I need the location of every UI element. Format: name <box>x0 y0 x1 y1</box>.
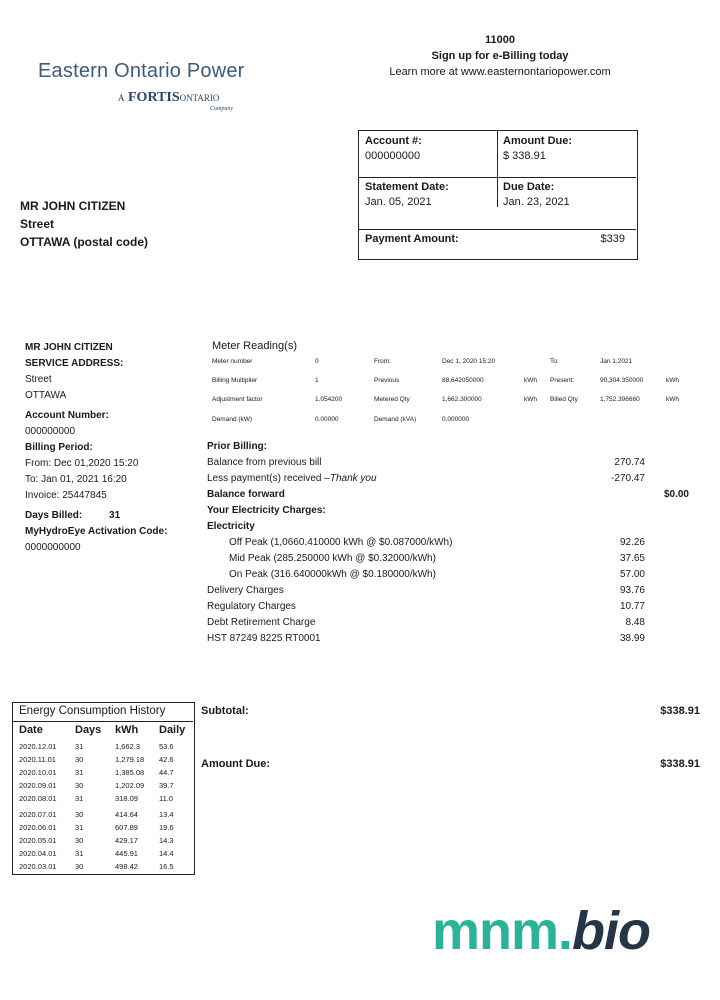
history-cell: 2020.05.01 <box>19 836 57 845</box>
payment-amount-label: Payment Amount: <box>365 233 459 245</box>
history-cell: 498.42 <box>115 862 138 871</box>
mailing-city: OTTAWA (postal code) <box>20 235 148 249</box>
charge-row <box>207 457 707 473</box>
charge-row <box>207 585 707 601</box>
history-cell: 11.0 <box>159 794 174 803</box>
activation-code-value: 0000000000 <box>25 542 81 553</box>
less-payment-value: -270.47 <box>611 473 645 484</box>
history-cell: 2020.03.01 <box>19 862 57 871</box>
meter-cell: 90,304.350000 <box>600 377 644 384</box>
promo-line-1: Sign up for e-Billing today <box>431 50 569 62</box>
consumption-history-table <box>12 702 195 875</box>
history-row <box>13 836 196 848</box>
charge-row <box>207 505 707 521</box>
charge-row <box>207 569 707 585</box>
history-cell: 2020.12.01 <box>19 742 57 751</box>
meter-cell: Jan 1,2021 <box>600 358 633 365</box>
meter-cell: Billing Multiplier <box>212 377 258 384</box>
meter-cell: kWh <box>524 396 537 403</box>
on-peak-label: On Peak (316.640000kWh @ $0.180000/kWh) <box>229 569 436 580</box>
mid-peak-value: 37.65 <box>619 553 645 564</box>
account-number-value: 000000000 <box>25 426 76 437</box>
meter-cell: 0.00000 <box>315 416 339 423</box>
debt-label: Debt Retirement Charge <box>207 617 316 628</box>
watermark-part-2: bio <box>572 901 651 961</box>
service-city: OTTAWA <box>25 390 67 401</box>
mailing-address <box>20 197 148 251</box>
charge-row <box>207 473 707 489</box>
days-billed-value: 31 <box>109 510 121 521</box>
meter-cell: Demand (kW) <box>212 416 253 423</box>
history-cell: 31 <box>75 823 84 832</box>
history-cell: 1,279.18 <box>115 755 145 764</box>
on-peak-value: 57.00 <box>619 569 645 580</box>
history-cell: 30 <box>75 810 84 819</box>
box-divider-1 <box>359 177 636 178</box>
history-row <box>13 794 196 806</box>
balance-prev-label: Balance from previous bill <box>207 457 322 468</box>
amount-due-label-bottom: Amount Due: <box>201 758 271 770</box>
delivery-value: 93.76 <box>619 585 645 596</box>
meter-cell: 1 <box>315 377 319 384</box>
history-cell: 13.4 <box>159 810 174 819</box>
watermark-logo <box>432 900 650 962</box>
promo-number: 11000 <box>485 34 515 46</box>
history-row <box>13 768 196 780</box>
history-cell: 31 <box>75 768 84 777</box>
history-header-daily: Daily <box>159 724 186 736</box>
meter-cell: Meter number <box>212 358 253 365</box>
statement-date-cell <box>365 180 449 210</box>
history-cell: 2020.09.01 <box>19 781 57 790</box>
billing-to: To: Jan 01, 2021 16:20 <box>25 474 127 485</box>
off-peak-value: 92.26 <box>619 537 645 548</box>
charge-row <box>207 537 707 553</box>
history-cell: 39.7 <box>159 781 174 790</box>
statement-date-label: Statement Date: <box>365 181 449 193</box>
history-cell: 16.5 <box>159 862 174 871</box>
meter-cell: Billed Qty <box>550 396 578 403</box>
activation-code-label: MyHydroEye Activation Code: <box>25 526 168 537</box>
history-header-days: Days <box>75 724 102 736</box>
meter-cell: 0.000000 <box>442 416 470 423</box>
payment-amount-value: $339 <box>600 233 625 245</box>
history-cell: 14.4 <box>159 849 174 858</box>
thank-you: Thank you <box>329 473 377 484</box>
history-row <box>13 810 196 822</box>
charge-row <box>207 553 707 569</box>
promo-line-2: Learn more at www.easternontariopower.com <box>389 66 611 78</box>
history-header-kwh: kWh <box>115 724 139 736</box>
history-cell: 607.89 <box>115 823 138 832</box>
history-cell: 44.7 <box>159 768 174 777</box>
statement-date-value: Jan. 05, 2021 <box>365 196 432 208</box>
history-title: Energy Consumption History <box>19 705 166 717</box>
fortis-ontario: ONTARIO <box>179 93 220 103</box>
meter-cell: kWh <box>666 377 679 384</box>
history-cell: 414.64 <box>115 810 138 819</box>
regulatory-label: Regulatory Charges <box>207 601 296 612</box>
amount-due-label: Amount Due: <box>503 135 573 147</box>
account-value: 000000000 <box>365 150 421 162</box>
history-cell: 31 <box>75 794 84 803</box>
due-date-value: Jan. 23, 2021 <box>503 196 570 208</box>
regulatory-value: 10.77 <box>619 601 645 612</box>
mid-peak-label: Mid Peak (285.250000 kWh @ $0.32000/kWh) <box>229 553 436 564</box>
meter-cell: To: <box>550 358 559 365</box>
history-header-date: Date <box>19 724 43 736</box>
fortis-subsidiary-mark <box>118 90 233 112</box>
history-cell: 31 <box>75 742 84 751</box>
charge-row <box>207 489 707 505</box>
balance-forward-total: $0.00 <box>663 489 689 500</box>
history-cell: 42.6 <box>159 755 174 764</box>
history-cell: 30 <box>75 862 84 871</box>
account-summary-box <box>358 130 638 260</box>
meter-cell: Metered Qty <box>374 396 410 403</box>
history-cell: 14.3 <box>159 836 174 845</box>
less-payment-text <box>207 473 377 484</box>
history-row <box>13 849 196 861</box>
meter-cell: Present: <box>550 377 575 384</box>
history-cell: 53.6 <box>159 742 174 751</box>
meter-cell: kWh <box>666 396 679 403</box>
debt-value: 8.48 <box>625 617 645 628</box>
delivery-label: Delivery Charges <box>207 585 284 596</box>
history-cell: 30 <box>75 755 84 764</box>
meter-cell: 88,642050000 <box>442 377 484 384</box>
history-cell: 429.17 <box>115 836 138 845</box>
charge-row <box>207 601 707 617</box>
meter-cell: Dec 1, 2020 15:20 <box>442 358 496 365</box>
due-date-cell <box>503 180 570 210</box>
balance-prev-value: 270.74 <box>614 457 645 468</box>
history-cell: 31 <box>75 849 84 858</box>
company-logo-text: Eastern Ontario Power <box>38 60 245 82</box>
history-cell: 445.91 <box>115 849 138 858</box>
meter-cell: Previous <box>374 377 400 384</box>
fortis-name: FORTIS <box>128 90 180 105</box>
billing-period-label: Billing Period: <box>25 442 93 453</box>
mailing-name: MR JOHN CITIZEN <box>20 199 126 213</box>
invoice-number: Invoice: 25447845 <box>25 490 107 501</box>
watermark-part-1: mnm. <box>432 901 573 961</box>
history-cell: 1,662.3 <box>115 742 141 751</box>
meter-cell: 1.054200 <box>315 396 343 403</box>
billing-from: From: Dec 01,2020 15:20 <box>25 458 139 469</box>
meter-cell: From: <box>374 358 391 365</box>
meter-readings-title: Meter Reading(s) <box>212 340 297 352</box>
hst-label: HST 87249 8225 RT0001 <box>207 633 321 644</box>
history-row <box>13 862 196 874</box>
electricity-charges-label: Your Electricity Charges: <box>207 505 326 516</box>
history-cell: 1,202.09 <box>115 781 145 790</box>
electricity-label: Electricity <box>207 521 255 532</box>
days-billed <box>25 508 200 524</box>
ebilling-promo <box>360 32 640 80</box>
history-title-divider <box>13 721 193 722</box>
service-address-label: SERVICE ADDRESS: <box>25 358 124 369</box>
meter-cell: 1,752.396660 <box>600 396 640 403</box>
box-divider-vertical <box>497 131 498 207</box>
charge-row <box>207 521 707 537</box>
history-cell: 2020.11.01 <box>19 755 56 764</box>
meter-cell: Adjustment factor <box>212 396 263 403</box>
amount-due-cell <box>503 134 572 164</box>
history-cell: 318.09 <box>115 794 138 803</box>
account-label: Account #: <box>365 135 422 147</box>
meter-cell: 1,662.300000 <box>442 396 482 403</box>
history-cell: 2020.10.01 <box>19 768 57 777</box>
history-row <box>13 823 196 835</box>
charge-row <box>207 441 707 457</box>
charge-row <box>207 633 707 649</box>
less-payment-label: Less payment(s) received – <box>207 473 330 484</box>
amount-due-value-bottom: $338.91 <box>660 758 700 770</box>
history-cell: 2020.07.01 <box>19 810 57 819</box>
subtotal-value: $338.91 <box>660 705 700 717</box>
history-cell: 2020.08.01 <box>19 794 57 803</box>
history-row <box>13 781 196 793</box>
box-divider-2 <box>359 229 636 230</box>
customer-panel <box>25 340 200 556</box>
service-street: Street <box>25 374 52 385</box>
fortis-a: A <box>118 93 125 103</box>
history-cell: 30 <box>75 781 84 790</box>
history-row <box>13 755 196 767</box>
subtotal-label: Subtotal: <box>201 705 249 717</box>
due-date-label: Due Date: <box>503 181 555 193</box>
meter-cell: Demand (kVA) <box>374 416 417 423</box>
meter-cell: 0 <box>315 358 319 365</box>
charge-row <box>207 617 707 633</box>
account-number-cell <box>365 134 422 164</box>
meter-cell: kWh <box>524 377 537 384</box>
history-row <box>13 742 196 754</box>
customer-name: MR JOHN CITIZEN <box>25 342 113 353</box>
history-cell: 2020.06.01 <box>19 823 57 832</box>
days-billed-label: Days Billed: <box>25 510 83 521</box>
off-peak-label: Off Peak (1,0660.410000 kWh @ $0.087000/kWh) <box>229 537 453 548</box>
history-cell: 30 <box>75 836 84 845</box>
history-cell: 2020.04.01 <box>19 849 57 858</box>
history-cell: 1,385.08 <box>115 768 145 777</box>
balance-forward-label: Balance forward <box>207 489 285 500</box>
history-cell: 19.6 <box>159 823 174 832</box>
mailing-street: Street <box>20 217 55 231</box>
account-number-label: Account Number: <box>25 410 109 421</box>
amount-due-value: $ 338.91 <box>503 150 546 162</box>
prior-billing-label: Prior Billing: <box>207 441 267 452</box>
fortis-company: Company <box>210 106 233 112</box>
hst-value: 38.99 <box>619 633 645 644</box>
